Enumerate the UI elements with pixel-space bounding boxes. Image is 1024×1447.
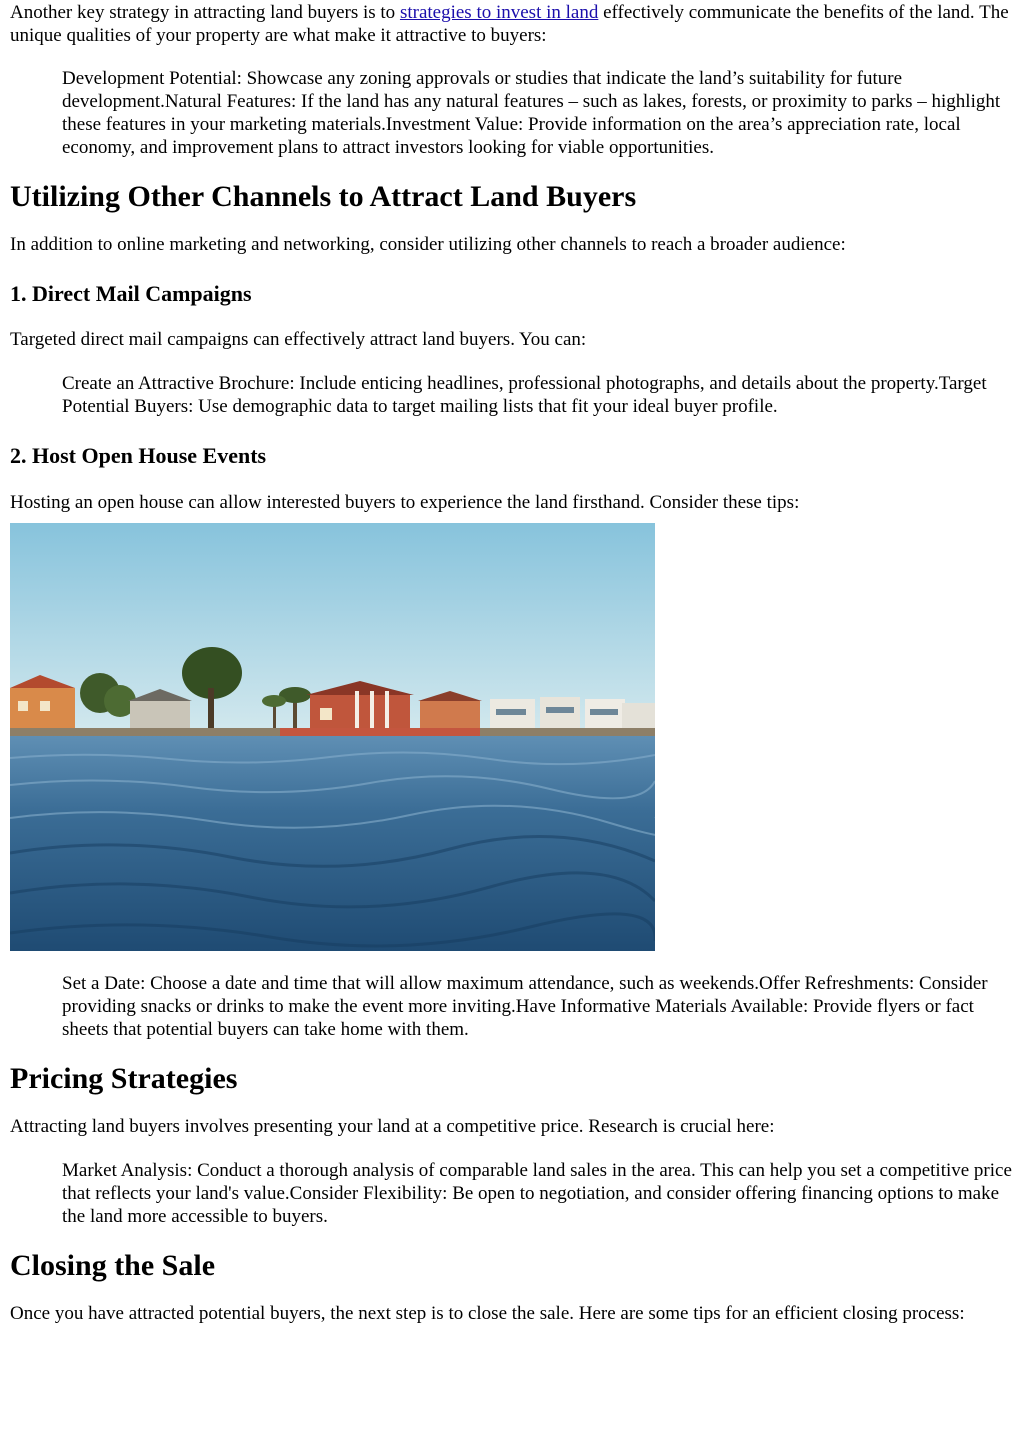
open-house-text: Hosting an open house can allow interested buyers to experience the land firsthand. Consider these tips:	[10, 492, 800, 513]
benefits-quote: Development Potential: Showcase any zoning approvals or studies that indicate the land’s suitability for future development.Natural Features: If the land has any natural features – such as lakes, forests, or proximity to parks – highlight these features in your marketing materials.Investment Value: Provide information on the area’s appreciation rate, local economy, and improvement plans to attract investors looking for viable opportunities.	[62, 68, 1001, 158]
pricing-text: Attracting land buyers involves presenting your land at a competitive price. Research is crucial here:	[10, 1116, 775, 1137]
pricing-heading: Pricing Strategies	[10, 1062, 238, 1095]
direct-mail-heading: 1. Direct Mail Campaigns	[10, 281, 252, 306]
open-house-tips-quote: Set a Date: Choose a date and time that will allow maximum attendance, such as weekends.Offer Refreshments: Consider providing snacks or drinks to make the event more inviting.Have Informative Materials Available: Provide flyers or fact sheets that potential buyers can take home with them.	[62, 973, 988, 1040]
pricing-quote: Market Analysis: Conduct a thorough analysis of comparable land sales in the area. This can help you set a competitive price that reflects your land's value.Consider Flexibility: Be open to negotiation, and consider offering financing options to make the land more accessible to buyers.	[62, 1160, 1012, 1227]
open-house-heading: 2. Host Open House Events	[10, 443, 267, 468]
invest-in-land-link[interactable]: strategies to invest in land	[399, 2, 599, 23]
channels-heading: Utilizing Other Channels to Attract Land Buyers	[10, 180, 637, 213]
closing-text: Once you have attracted potential buyers, the next step is to close the sale. Here are some tips for an efficient closing process:	[10, 1303, 965, 1324]
intro-paragraph	[10, 1, 1014, 47]
closing-heading: Closing the Sale	[10, 1249, 216, 1282]
direct-mail-quote: Create an Attractive Brochure: Include enticing headlines, professional photographs, and details about the property.Target Potential Buyers: Use demographic data to target mailing lists that fit your ideal buyer profile.	[62, 373, 987, 417]
intro-text-after: effectively communicate the benefits of the land. The unique qualities of your property are what make it attractive to buyers:	[10, 2, 1009, 46]
direct-mail-text: Targeted direct mail campaigns can effectively attract land buyers. You can:	[10, 329, 587, 350]
article	[0, 1, 1024, 1325]
intro-text-before: Another key strategy in attracting land buyers is to	[10, 2, 400, 23]
waterfront-photo	[10, 523, 655, 951]
channels-intro: In addition to online marketing and networking, consider utilizing other channels to reach a broader audience:	[10, 234, 846, 255]
